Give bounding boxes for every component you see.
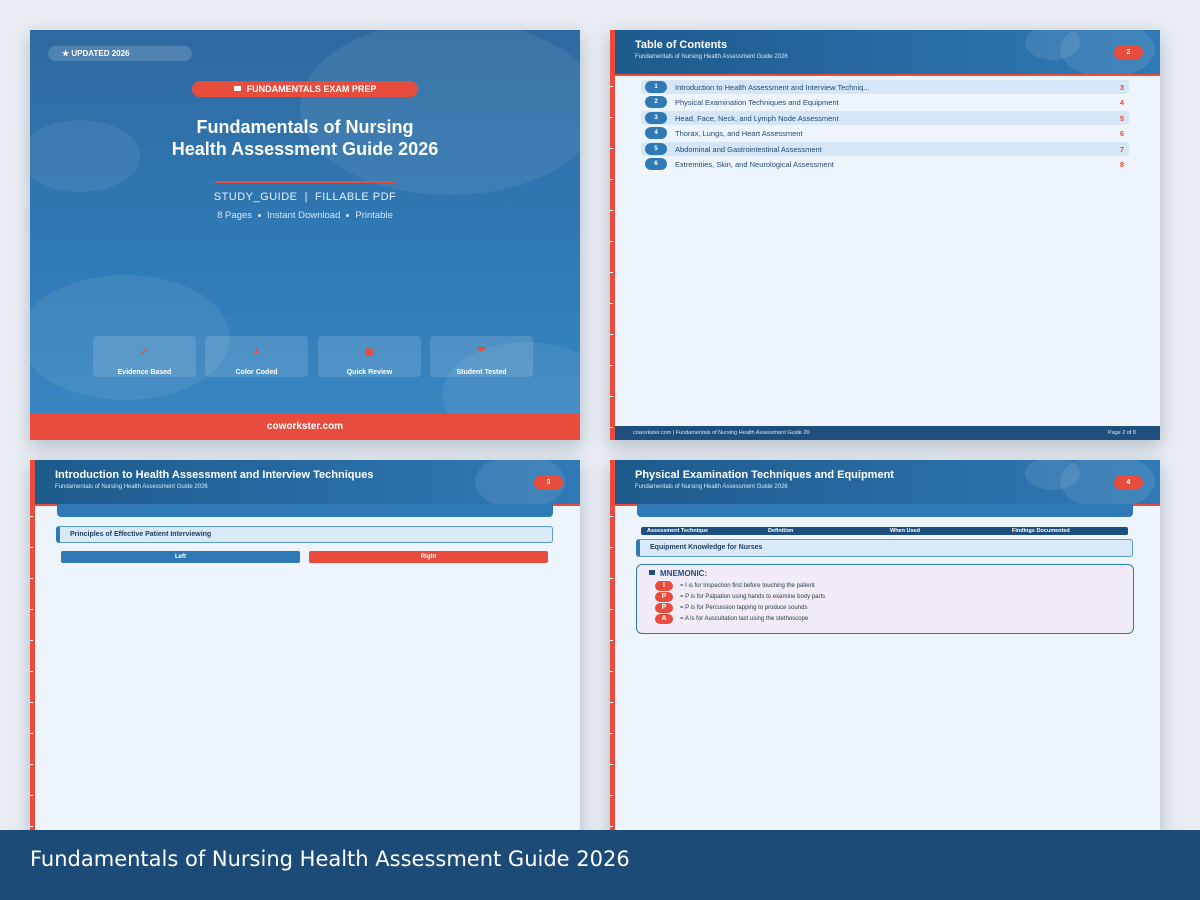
mnemonic-text: = P is for Percussion tapping to produce sounds: [680, 605, 808, 611]
feature-label: Evidence Based: [117, 369, 172, 376]
section-header-bar: [57, 504, 553, 517]
margin-tick: [610, 365, 613, 366]
mnemonic-title: MNEMONIC:: [660, 569, 708, 578]
margin-tick: [610, 179, 613, 180]
exam-prep-label: FUNDAMENTALS EXAM PREP: [246, 84, 377, 94]
page-title: Physical Examination Techniques and Equipment: [635, 469, 894, 481]
margin-tick: [30, 702, 33, 703]
toc-item-label: Extremities, Skin, and Neurological Assessment: [675, 160, 834, 169]
margin-tick: [610, 702, 613, 703]
toc-item-number: 2: [645, 96, 667, 108]
mnemonic-text: = A is for Auscultation last using the stethoscope: [680, 616, 809, 622]
cover-title-line1: Fundamentals of Nursing: [196, 117, 414, 137]
feature-evidence-based: [93, 336, 196, 377]
meta-download: Instant Download: [266, 210, 341, 221]
margin-tick: [610, 671, 613, 672]
product-title-banner: [0, 830, 1200, 900]
toc-item-page: 6: [1119, 129, 1124, 138]
cover-footer[interactable]: coworkster.com: [30, 414, 580, 440]
toc-item-page: 3: [1119, 83, 1124, 92]
toc-item-number: 5: [645, 143, 667, 155]
table-header-cell: When Used: [890, 528, 920, 534]
toc-item-page: 8: [1119, 160, 1124, 169]
bullet-dot: [258, 214, 261, 217]
margin-tick: [30, 826, 33, 827]
margin-tick: [610, 640, 613, 641]
toc-item[interactable]: [641, 80, 1129, 94]
toc-item-label: Head, Face, Neck, and Lymph Node Assessment: [675, 114, 839, 123]
checkmark-icon: ✓: [139, 344, 150, 358]
right-column-label[interactable]: Right: [309, 551, 548, 563]
page-title: Table of Contents: [635, 39, 728, 51]
table-header-cell: Definition: [768, 528, 794, 534]
section-heading: Principles of Effective Patient Interviewing: [56, 526, 553, 543]
toc-item[interactable]: [641, 111, 1129, 125]
heart-icon: ❤: [477, 345, 486, 356]
margin-tick: [30, 516, 33, 517]
mnemonic-text: = P is for Palpation using hands to examine body parts: [680, 594, 826, 600]
feature-label: Student Tested: [456, 369, 507, 376]
meta-printable: Printable: [355, 210, 393, 221]
margin-tick: [610, 609, 613, 610]
margin-tick: [610, 86, 613, 87]
feature-quick-review: [318, 336, 421, 377]
decorative-circle: [300, 30, 580, 195]
mnemonic-letter: P: [655, 592, 673, 602]
page-subtitle: Fundamentals of Nursing Health Assessment Guide 2026: [635, 484, 788, 490]
margin-tick: [610, 241, 613, 242]
exam-prep-pill: [192, 81, 418, 97]
page-footer: [610, 426, 1160, 440]
table-header-cell: Assessment Technique: [647, 528, 709, 534]
page-4: [610, 460, 1160, 840]
margin-tick: [610, 396, 613, 397]
margin-tick: [30, 640, 33, 641]
bullet-dot: [346, 214, 349, 217]
margin-tick: [610, 117, 613, 118]
toc-item[interactable]: [641, 95, 1129, 109]
toc-item[interactable]: [641, 142, 1129, 156]
toc-item-number: 1: [645, 81, 667, 93]
toc-item[interactable]: [641, 126, 1129, 140]
cover-page: [30, 30, 580, 440]
book-icon: ■: [365, 343, 374, 359]
section-header-bar: [637, 504, 1133, 517]
mnemonic-letter: I: [655, 581, 673, 591]
mnemonic-header: [649, 569, 707, 578]
cover-title-line2: Health Assessment Guide 2026: [171, 139, 439, 159]
book-icon: [649, 570, 655, 575]
cover-meta: [30, 210, 580, 221]
palette-icon: ▲: [252, 346, 261, 355]
margin-tick: [610, 578, 613, 579]
margin-tick: [30, 547, 33, 548]
toc-item-page: 4: [1119, 98, 1124, 107]
book-icon: [234, 86, 241, 91]
margin-tick: [610, 547, 613, 548]
margin-ticks: [610, 504, 615, 840]
page-3: [30, 460, 580, 840]
toc-item-page: 5: [1119, 114, 1124, 123]
footer-page-count: Page 2 of 8: [1107, 430, 1136, 436]
toc-item-label: Introduction to Health Assessment and Interview Techniq...: [675, 83, 870, 92]
mnemonic-letter: P: [655, 603, 673, 613]
margin-tick: [30, 795, 33, 796]
margin-tick: [30, 609, 33, 610]
page-title: Introduction to Health Assessment and Interview Techniques: [55, 469, 374, 481]
margin-tick: [610, 148, 613, 149]
toc-item[interactable]: [641, 157, 1129, 171]
footer-left: coworkster.com | Fundamentals of Nursing Health Assessment Guide 20: [633, 430, 810, 436]
page-header: [610, 30, 1160, 76]
margin-tick: [610, 764, 613, 765]
page-number-badge: 2: [1114, 45, 1143, 60]
cover-title: [30, 116, 580, 160]
page-header: [30, 460, 580, 506]
toc-item-number: 4: [645, 127, 667, 139]
margin-tick: [610, 272, 613, 273]
feature-label: Color Coded: [235, 369, 278, 376]
page-header: [610, 460, 1160, 506]
margin-tick: [30, 671, 33, 672]
margin-ticks: [30, 504, 35, 840]
margin-tick: [610, 210, 613, 211]
toc-item-label: Abdominal and Gastrointestinal Assessment: [675, 145, 822, 154]
updated-badge: ★ UPDATED 2026: [48, 46, 192, 61]
margin-tick: [610, 516, 613, 517]
margin-ticks: [610, 74, 615, 440]
page-number-badge: 4: [1114, 475, 1143, 490]
toc-page: [610, 30, 1160, 440]
cover-subtitle: STUDY_GUIDE | FILLABLE PDF: [213, 191, 397, 203]
toc-item-label: Thorax, Lungs, and Heart Assessment: [675, 129, 803, 138]
margin-tick: [610, 427, 613, 428]
table-header-row: [641, 527, 1128, 535]
toc-item-number: 6: [645, 158, 667, 170]
margin-tick: [610, 733, 613, 734]
margin-tick: [610, 826, 613, 827]
toc-item-number: 3: [645, 112, 667, 124]
mnemonic-letter: A: [655, 614, 673, 624]
page-subtitle: Fundamentals of Nursing Health Assessment Guide 2026: [55, 484, 208, 490]
margin-tick: [610, 303, 613, 304]
margin-tick: [30, 733, 33, 734]
feature-student-tested: [430, 336, 533, 377]
left-column-label[interactable]: Left: [61, 551, 300, 563]
feature-label: Quick Review: [346, 369, 393, 376]
mnemonic-box: [636, 564, 1134, 634]
page-number-badge: 3: [534, 475, 563, 490]
feature-color-coded: [205, 336, 308, 377]
mnemonic-text: = I is for Inspection first before touching the patient: [680, 583, 815, 589]
margin-tick: [610, 795, 613, 796]
cover-divider: [215, 181, 395, 183]
toc-item-page: 7: [1119, 145, 1124, 154]
product-title: Fundamentals of Nursing Health Assessment Guide 2026: [30, 847, 630, 871]
margin-tick: [30, 764, 33, 765]
section-heading: Equipment Knowledge for Nurses: [636, 539, 1133, 557]
table-header-cell: Findings Documented: [1012, 528, 1070, 534]
toc-item-label: Physical Examination Techniques and Equipment: [675, 98, 839, 107]
page-subtitle: Fundamentals of Nursing Health Assessment Guide 2026: [635, 54, 788, 60]
margin-tick: [610, 334, 613, 335]
margin-tick: [30, 578, 33, 579]
meta-pages: 8 Pages: [217, 210, 252, 221]
